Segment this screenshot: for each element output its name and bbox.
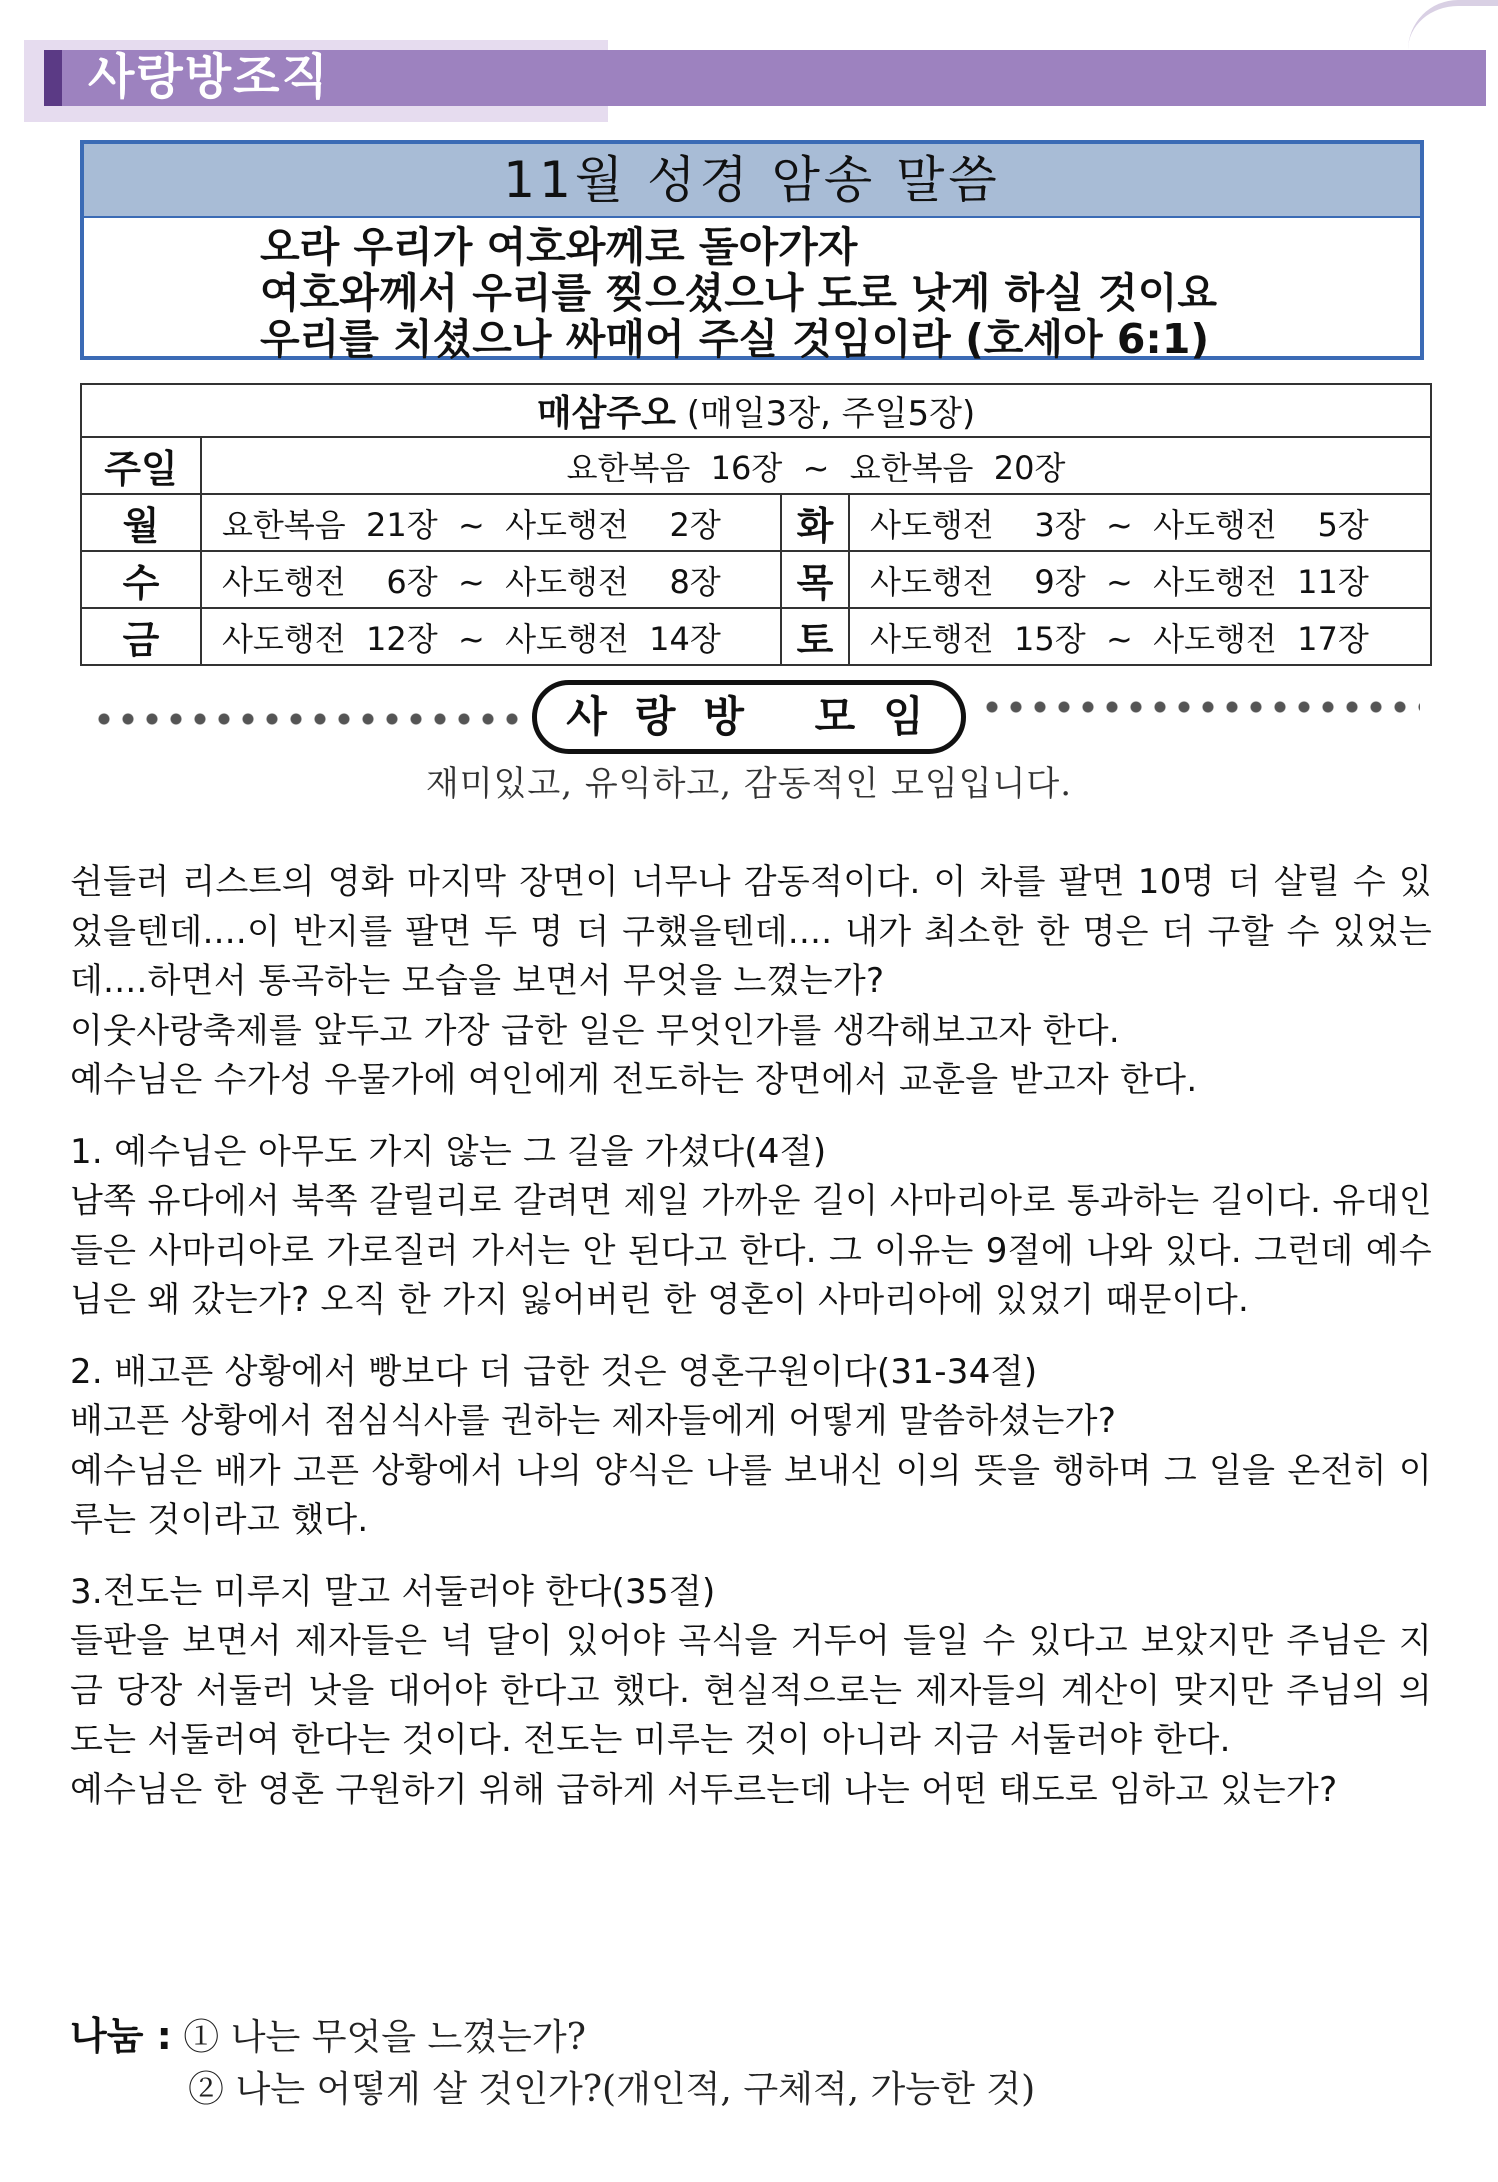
reading-range: 사도행전 9장 ~ 사도행전 11장 — [849, 551, 1431, 608]
day-label: 수 — [81, 551, 201, 608]
table-row — [81, 494, 1431, 551]
schedule-title-main: 매삼주오 — [536, 393, 676, 434]
day-label: 목 — [781, 551, 849, 608]
reading-range: 사도행전 3장 ~ 사도행전 5장 — [849, 494, 1431, 551]
table-row — [81, 384, 1431, 437]
table-row — [81, 437, 1431, 494]
day-label: 월 — [81, 494, 201, 551]
memory-verse-box — [80, 140, 1424, 363]
banner-tab — [44, 50, 62, 106]
sharing-question-text: ① 나는 무엇을 느꼈는가? — [183, 2017, 586, 2058]
meeting-subtitle: 재미있고, 유익하고, 감동적인 모임입니다. — [425, 764, 1073, 804]
table-row — [81, 608, 1431, 665]
memory-verse-text — [84, 218, 1420, 362]
verse-line: 오라 우리가 여호와께로 돌아가자 — [260, 223, 858, 271]
point-paragraph: 예수님은 한 영혼 구원하기 위해 급하게 서두르는데 나는 어떤 태도로 임하고 있는가? — [70, 1769, 1338, 1810]
dotted-divider-left — [92, 712, 522, 726]
reading-range: 요한복음 16장 ~ 요한복음 20장 — [201, 437, 1431, 494]
point-heading: 1. 예수님은 아무도 가지 않는 그 길을 가셨다(4절) — [70, 1131, 827, 1172]
reading-range: 사도행전 15장 ~ 사도행전 17장 — [849, 608, 1431, 665]
reading-schedule-table — [80, 383, 1432, 666]
reading-range: 사도행전 6장 ~ 사도행전 8장 — [201, 551, 781, 608]
point-heading: 2. 배고픈 상황에서 빵보다 더 급한 것은 영혼구원이다(31-34절) — [70, 1351, 1038, 1392]
schedule-title — [81, 384, 1431, 437]
intro-paragraph: 쉰들러 리스트의 영화 마지막 장면이 너무나 감동적이다. 이 차를 팔면 10명 더 살릴 수 있었을텐데....이 반지를 팔면 두 명 더 구했을텐데.... 내가 최소한 한 명은 더 구할 수 있었는데....하면서 통곡하는 모습을 보면서 무엇을 느꼈는가? — [70, 862, 1432, 1001]
day-label: 금 — [81, 608, 201, 665]
sharing-question-2: ② 나는 어떻게 살 것인가?(개인적, 구체적, 가능한 것) — [188, 2069, 1036, 2110]
verse-line: 우리를 치셨으나 싸매어 주실 것임이라 (호세아 6:1) — [260, 315, 1210, 363]
day-label: 주일 — [81, 437, 201, 494]
memory-verse-heading: 11월 성경 암송 말씀 — [84, 144, 1420, 218]
sharing-label: 나눔 : — [70, 2014, 172, 2058]
day-label: 화 — [781, 494, 849, 551]
verse-line: 여호와께서 우리를 찢으셨으나 도로 낫게 하실 것이요 — [260, 269, 1217, 317]
intro-paragraph: 예수님은 수가성 우물가에 여인에게 전도하는 장면에서 교훈을 받고자 한다. — [70, 1060, 1198, 1100]
schedule-title-note: (매일3장, 주일5장) — [686, 394, 976, 434]
point-paragraph: 들판을 보면서 제자들은 넉 달이 있어야 곡식을 거두어 들일 수 있다고 보았지만 주님은 지금 당장 서둘러 낫을 대어야 한다고 했다. 현실적으로는 제자들의 계산이 맞지만 주님의 의도는 서둘러여 한다는 것이다. 전도는 미루는 것이 아니라 지금 서둘러야 한다. — [70, 1621, 1432, 1760]
lesson-body — [70, 858, 1432, 1815]
section-title: 사랑방조직 — [88, 49, 330, 105]
point-heading: 3.전도는 미루지 말고 서둘러야 한다(35절) — [70, 1571, 716, 1612]
day-label: 토 — [781, 608, 849, 665]
sharing-question-1 — [70, 2010, 1035, 2064]
page-corner-decoration — [1408, 0, 1498, 50]
point-paragraph: 배고픈 상황에서 점심식사를 권하는 제자들에게 어떻게 말씀하셨는가? — [70, 1401, 1117, 1441]
dotted-divider-right — [980, 700, 1420, 714]
sharing-questions — [70, 2010, 1035, 2116]
table-row — [81, 551, 1431, 608]
meeting-section-label: 사랑방 모임 — [532, 680, 966, 754]
reading-range: 사도행전 12장 ~ 사도행전 14장 — [201, 608, 781, 665]
point-paragraph: 예수님은 배가 고픈 상황에서 나의 양식은 나를 보내신 이의 뜻을 행하며 그 일을 온전히 이루는 것이라고 했다. — [70, 1450, 1432, 1540]
point-paragraph: 남쪽 유다에서 북쪽 갈릴리로 갈려면 제일 가까운 길이 사마리아로 통과하는 길이다. 유대인들은 사마리아로 가로질러 가서는 안 된다고 한다. 그 이유는 9절에 나와 있다. 그런데 예수님은 왜 갔는가? 오직 한 가지 잃어버린 한 영혼이 사마리아에 있었기 때문이다. — [70, 1181, 1432, 1320]
reading-range: 요한복음 21장 ~ 사도행전 2장 — [201, 494, 781, 551]
intro-paragraph: 이웃사랑축제를 앞두고 가장 급한 일은 무엇인가를 생각해보고자 한다. — [70, 1010, 1121, 1051]
